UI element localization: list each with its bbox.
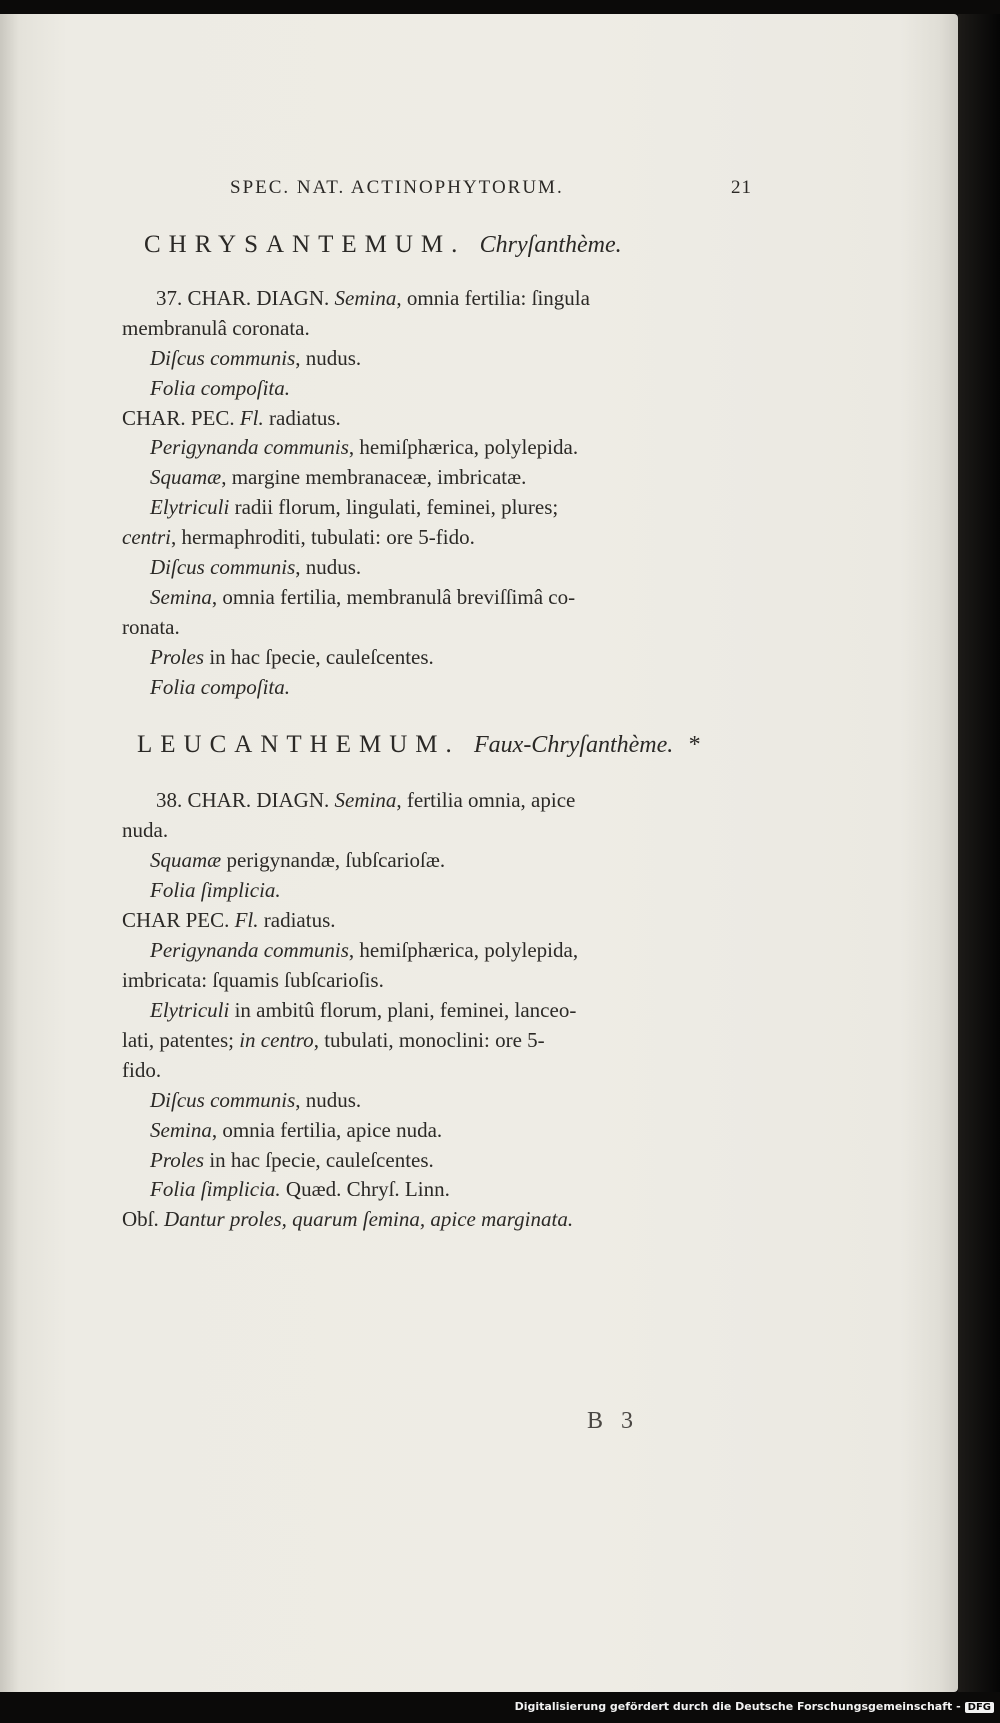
text-run: 37. CHAR. DIAGN. xyxy=(156,286,335,310)
section-heading-leucanthemum xyxy=(137,731,700,759)
dfg-logo: DFG xyxy=(965,1702,994,1713)
text-line xyxy=(150,677,290,698)
text-run: , margine membranaceæ, imbricatæ. xyxy=(221,465,527,489)
text-line xyxy=(150,647,434,668)
italic-term: Dantur proles, quarum ſemina, apice marginata. xyxy=(164,1207,574,1231)
text-line xyxy=(150,467,526,488)
text-run: , nudus. xyxy=(295,1088,362,1112)
text-run: Obſ. xyxy=(122,1207,164,1231)
text-run: , omnia fertilia, apice nuda. xyxy=(211,1118,443,1142)
text-line xyxy=(150,940,578,961)
text-line xyxy=(122,318,310,339)
text-line xyxy=(150,348,361,369)
text-run: CHAR. PEC. xyxy=(122,406,240,430)
text-line xyxy=(122,910,336,931)
italic-term: Folia compoſita. xyxy=(150,675,290,699)
text-run: membranulâ coronata. xyxy=(122,316,310,340)
text-run: , hemiſphærica, polylepida, xyxy=(348,938,579,962)
text-line xyxy=(150,1120,442,1141)
text-line xyxy=(122,970,384,991)
italic-term: Squamæ xyxy=(150,848,222,872)
text-line xyxy=(122,1060,161,1081)
italic-term: Folia ſimplicia. xyxy=(150,878,281,902)
italic-term: Perigynanda communis xyxy=(150,938,349,962)
text-line xyxy=(122,1030,545,1051)
italic-term: Diſcus communis xyxy=(150,346,296,370)
text-run: perigynandæ, ſubſcarioſæ. xyxy=(221,848,446,872)
text-run: in hac ſpecie, cauleſcentes. xyxy=(204,645,434,669)
text-run: ronata. xyxy=(122,615,180,639)
text-run: in ambitû florum, plani, feminei, lanceo- xyxy=(229,998,577,1022)
text-run: nuda. xyxy=(122,818,169,842)
text-run: , nudus. xyxy=(295,555,362,579)
text-line xyxy=(150,1090,361,1111)
italic-term: Semina xyxy=(150,585,212,609)
italic-term: Proles xyxy=(150,645,205,669)
section-heading-latin: LEUCANTHEMUM. xyxy=(137,731,460,758)
page-number: 21 xyxy=(731,177,752,198)
text-run: in hac ſpecie, cauleſcentes. xyxy=(204,1148,434,1172)
italic-term: centri xyxy=(122,525,171,549)
italic-term: Folia compoſita. xyxy=(150,376,290,400)
italic-term: Elytriculi xyxy=(150,998,230,1022)
running-head xyxy=(230,177,752,199)
text-run: lati, patentes; xyxy=(122,1028,240,1052)
section-heading-french: Chryſanthème. xyxy=(479,232,622,258)
text-line xyxy=(122,1209,573,1230)
text-line xyxy=(156,288,590,309)
text-line xyxy=(156,790,575,811)
text-run: , nudus. xyxy=(295,346,362,370)
text-line xyxy=(150,587,575,608)
italic-term: Perigynanda communis xyxy=(150,435,349,459)
italic-term: Diſcus communis xyxy=(150,555,296,579)
running-head-title: SPEC. NAT. ACTINOPHYTORUM. xyxy=(230,177,564,198)
italic-term: Semina xyxy=(334,788,397,812)
text-line xyxy=(150,880,281,901)
section-heading-chrysantemum xyxy=(144,231,622,259)
text-run: , hermaphroditi, tubulati: ore 5-fido. xyxy=(170,525,475,549)
italic-term: in centro xyxy=(239,1028,314,1052)
text-line xyxy=(150,1000,576,1021)
italic-term: Semina xyxy=(150,1118,212,1142)
text-line xyxy=(150,497,558,518)
text-line xyxy=(122,617,180,638)
text-run: 38. CHAR. DIAGN. xyxy=(156,788,335,812)
italic-term: Squamæ xyxy=(150,465,222,489)
text-run: imbricata: ſquamis ſubſcarioſis. xyxy=(122,968,384,992)
text-run: radii florum, lingulati, feminei, plures; xyxy=(229,495,559,519)
footer-text: Digitalisierung gefördert durch die Deutsche Forschungsgemeinschaft - xyxy=(514,1700,961,1713)
text-line xyxy=(150,557,361,578)
section-heading-latin: CHRYSANTEMUM. xyxy=(144,231,466,258)
text-line xyxy=(150,1150,434,1171)
text-line xyxy=(122,820,168,841)
text-run: , omnia fertilia, membranulâ breviſſimâ co- xyxy=(211,585,576,609)
text-run: CHAR PEC. xyxy=(122,908,235,932)
text-line xyxy=(122,408,341,429)
italic-term: Fl. xyxy=(234,908,259,932)
italic-term: Elytriculi xyxy=(150,495,230,519)
book-spine-edge xyxy=(958,14,1000,1692)
italic-term: Fl. xyxy=(239,406,264,430)
text-run: , omnia fertilia: ſingula xyxy=(396,286,590,310)
text-line xyxy=(150,1179,450,1200)
signature-mark: B 3 xyxy=(587,1408,640,1434)
italic-term: Proles xyxy=(150,1148,205,1172)
book-page xyxy=(0,14,958,1692)
digitization-footer xyxy=(515,1700,994,1713)
text-run: radiatus. xyxy=(258,908,336,932)
text-run: , hemiſphærica, polylepida. xyxy=(348,435,579,459)
italic-term: Semina xyxy=(334,286,397,310)
text-line xyxy=(150,437,578,458)
section-heading-french: Faux-Chryſanthème. xyxy=(474,732,674,758)
italic-term: Folia ſimplicia. xyxy=(150,1177,281,1201)
text-line xyxy=(150,378,290,399)
text-run: radiatus. xyxy=(263,406,341,430)
text-run: , tubulati, monoclini: ore 5- xyxy=(313,1028,545,1052)
text-line xyxy=(150,850,445,871)
text-run: Quæd. Chryſ. Linn. xyxy=(280,1177,450,1201)
section-heading-mark: * xyxy=(687,732,700,758)
text-run: fido. xyxy=(122,1058,162,1082)
text-line xyxy=(122,527,475,548)
text-run: , fertilia omnia, apice xyxy=(396,788,576,812)
italic-term: Diſcus communis xyxy=(150,1088,296,1112)
